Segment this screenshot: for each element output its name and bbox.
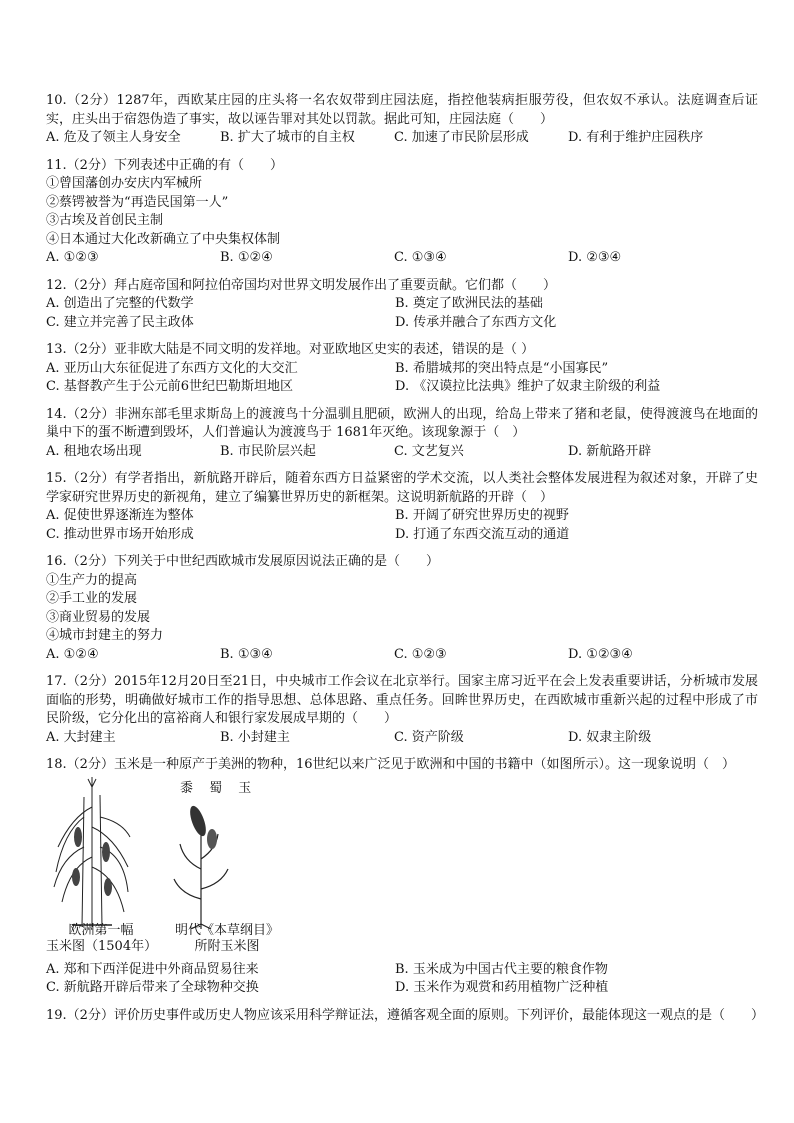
options xyxy=(46,961,758,998)
option-d[interactable]: D. 玉米作为观赏和药用植物广泛种植 xyxy=(395,980,609,995)
question-17 xyxy=(46,673,758,747)
question-stem: 11.（2分）下列表述中正确的有（ ） xyxy=(46,157,283,173)
option-d[interactable]: D. 传承并融合了东西方文化 xyxy=(395,314,557,330)
options xyxy=(46,249,758,268)
question-13 xyxy=(46,341,758,397)
question-stem: 12.（2分）拜占庭帝国和阿拉伯帝国均对世界文明发展作出了重要贡献。它们都（ ） xyxy=(46,277,556,293)
option-d[interactable]: D. ①②③④ xyxy=(568,646,633,662)
question-10 xyxy=(46,92,758,148)
option-b[interactable]: B. ①②④ xyxy=(220,250,273,265)
option-c[interactable]: C. 新航路开辟后带来了全球物种交换 xyxy=(46,980,259,995)
question-19 xyxy=(46,1007,764,1026)
question-stem: 17.（2分）2015年12月20日至21日，中央城市工作会议在北京举行。国家主席习近平在会上发表重要讲话，分析城市发展面临的形势，明确做好城市工作的指导思想、总体思路、重点任务。回眸世界历史，在西欧城市重新兴起的过程中形成了市民阶级，它分化出的富裕商人和银行家发展成早期的（ ） xyxy=(46,674,758,726)
option-b[interactable]: B. 扩大了城市的自主权 xyxy=(220,130,355,145)
figure-caption-right xyxy=(162,923,292,955)
figure-caption-left xyxy=(46,923,156,955)
option-a[interactable]: A. ①②③ xyxy=(46,250,99,265)
option-d[interactable]: D. 打通了东西交流互动的通道 xyxy=(395,526,570,542)
statement-item: ③古埃及首创民主制 xyxy=(46,213,164,228)
option-d[interactable]: D. 新航路开辟 xyxy=(568,443,652,459)
statement-item: ②蔡锷被誉为“再造民国第一人” xyxy=(46,194,229,210)
caption-line: 明代《本草纲目》 xyxy=(174,922,279,938)
statement-item: ②手工业的发展 xyxy=(46,591,138,606)
option-b[interactable]: B. 奠定了欧洲民法的基础 xyxy=(395,296,543,311)
statement-item: ①生产力的提高 xyxy=(46,572,138,588)
option-a[interactable]: A. 租地农场出现 xyxy=(46,443,142,459)
bencao-corn-illustration xyxy=(166,799,236,929)
option-a[interactable]: A. ①②④ xyxy=(46,646,99,662)
options xyxy=(46,443,758,462)
option-b[interactable]: B. 小封建主 xyxy=(220,729,290,745)
question-stem: 14.（2分）非洲东部毛里求斯岛上的渡渡鸟十分温驯且肥硕，欧洲人的出现，给岛上带来了猪和老鼠，使得渡渡鸟在地面的巢中下的蛋不断遭到毁坏，人们普遍认为渡渡鸟于 1681年灭绝。该现象源于（ ） xyxy=(46,406,758,440)
question-stem: 13.（2分）亚非欧大陆是不同文明的发祥地。对亚欧地区史实的表述，错误的是（ ） xyxy=(46,342,535,357)
question-stem: 18.（2分）玉米是一种原产于美洲的物种，16世纪以来广泛见于欧洲和中国的书籍中（如图所示）。这一现象说明（ ） xyxy=(46,757,735,772)
options xyxy=(46,507,758,544)
statement-item: ①曾国藩创办安庆内军械所 xyxy=(46,176,203,191)
options xyxy=(46,129,758,148)
option-a[interactable]: A. 郑和下西洋促进中外商品贸易往来 xyxy=(46,961,259,977)
option-c[interactable]: C. ①③④ xyxy=(394,250,447,265)
option-a[interactable]: A. 促使世界逐渐连为整体 xyxy=(46,508,194,523)
caption-line: 所附玉米图 xyxy=(194,938,260,954)
options xyxy=(46,729,758,748)
option-c[interactable]: C. 基督教产生于公元前6世纪巴勒斯坦地区 xyxy=(46,379,294,394)
option-c[interactable]: C. 资产阶级 xyxy=(394,729,464,745)
european-corn-illustration xyxy=(52,777,132,927)
caption-line: 玉米图（1504年） xyxy=(46,938,158,954)
question-18 xyxy=(46,756,758,998)
option-b[interactable]: B. 市民阶层兴起 xyxy=(220,443,316,459)
options xyxy=(46,360,758,397)
question-14 xyxy=(46,406,758,462)
option-a[interactable]: A. 危及了领主人身安全 xyxy=(46,130,181,145)
option-d[interactable]: D. 有利于维护庄园秩序 xyxy=(568,130,704,145)
option-a[interactable]: A. 创造出了完整的代数学 xyxy=(46,296,194,311)
option-d[interactable]: D. 《汉谟拉比法典》维护了奴隶主阶级的利益 xyxy=(395,379,661,394)
option-b[interactable]: B. 玉米成为中国古代主要的粮食作物 xyxy=(395,961,608,977)
option-c[interactable]: C. 推动世界市场开始形成 xyxy=(46,526,194,542)
statement-item: ④城市封建主的努力 xyxy=(46,628,164,643)
option-a[interactable]: A. 大封建主 xyxy=(46,729,116,745)
statement-item: ④日本通过大化改新确立了中央集权体制 xyxy=(46,231,281,247)
figure-title: 黍 蜀 玉 xyxy=(180,780,258,796)
question-stem: 16.（2分）下列关于中世纪西欧城市发展原因说法正确的是（ ） xyxy=(46,554,439,569)
option-c[interactable]: C. 文艺复兴 xyxy=(394,443,464,459)
question-11 xyxy=(46,157,758,268)
option-c[interactable]: C. ①②③ xyxy=(394,646,447,662)
question-stem: 10.（2分）1287年，西欧某庄园的庄头将一名农奴带到庄园法庭，指控他装病拒服劳役，但农奴不承认。法庭调查后证实，庄头出于宿怨伪造了事实，故以诬告罪对其处以罚款。据此可知，庄园法庭（ ） xyxy=(46,93,758,127)
option-d[interactable]: D. ②③④ xyxy=(568,250,622,265)
option-b[interactable]: B. 开阔了研究世界历史的视野 xyxy=(395,508,569,523)
options xyxy=(46,295,758,332)
options xyxy=(46,646,758,665)
question-16 xyxy=(46,553,758,664)
option-d[interactable]: D. 奴隶主阶级 xyxy=(568,729,652,745)
question-stem: 15.（2分）有学者指出，新航路开辟后，随着东西方日益紧密的学术交流，以人类社会整体发展进程为叙述对象，开辟了史学家研究世界历史的新视角，建立了编纂世界历史的新框架。这说明新航路的开辟（ ） xyxy=(46,471,758,505)
corn-figures xyxy=(46,777,758,959)
caption-line: 欧洲第一幅 xyxy=(68,922,134,938)
option-b[interactable]: B. 希腊城邦的突出特点是“小国寡民” xyxy=(395,360,609,376)
option-c[interactable]: C. 加速了市民阶层形成 xyxy=(394,130,529,145)
option-b[interactable]: B. ①③④ xyxy=(220,646,273,662)
statement-item: ③商业贸易的发展 xyxy=(46,609,151,625)
question-15 xyxy=(46,470,758,544)
question-stem: 19.（2分）评价历史事件或历史人物应该采用科学辩证法，遵循客观全面的原则。下列评价，最能体现这一观点的是（ ） xyxy=(46,1007,764,1023)
exam-page xyxy=(46,92,764,1034)
option-c[interactable]: C. 建立并完善了民主政体 xyxy=(46,314,194,330)
option-a[interactable]: A. 亚历山大东征促进了东西方文化的大交汇 xyxy=(46,360,298,376)
question-12 xyxy=(46,277,758,333)
